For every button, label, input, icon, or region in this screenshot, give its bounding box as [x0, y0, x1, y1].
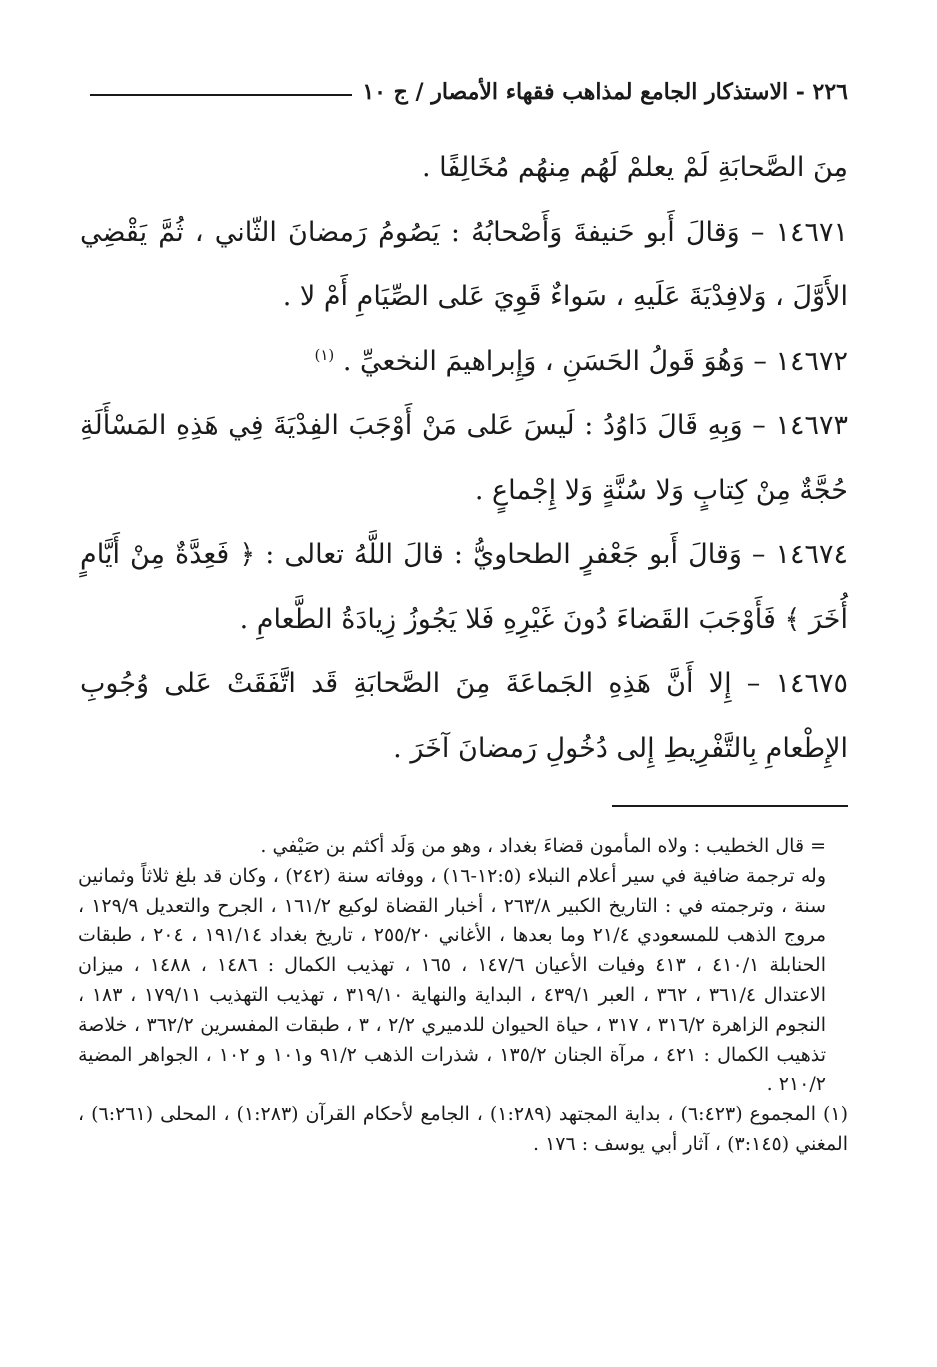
- footnote-separator: [612, 805, 848, 807]
- paragraph-number: ١٤٦٧٥: [775, 668, 849, 699]
- header-title: ٢٢٦ - الاستذكار الجامع لمذاهب فقهاء الأمصار / ج ١٠: [362, 79, 848, 105]
- paragraph-continuation: [80, 136, 848, 201]
- footnotes: [78, 832, 848, 1160]
- footnote-continuation: = قال الخطيب : ولاه المأمون قضاءَ بغداد ، وهو من وَلَد أكثم بن صَيْفي .: [260, 835, 826, 857]
- paragraph-text: مِنَ الصَّحابَةِ لَمْ يعلمْ لَهُم مِنهُم مُخَالِفًا .: [421, 152, 848, 183]
- paragraph-number: ١٤٦٧١: [775, 216, 848, 248]
- footnote-1: (١) المجموع (٦:٤٢٣) ، بداية المجتهد (١:٢٨٩) ، الجامع لأحكام القرآن (١:٢٨٣) ، المحلى (٦:٢٦١) ، المغني (٣:١٤٥) ، آثار أبي يوسف : ١٧٦ .: [78, 1103, 848, 1155]
- paragraph-14673: ١٤٦٧٣ – وَبِهِ قَالَ دَاوُدُ : لَيسَ عَلى مَنْ أَوْجَبَ الفِدْيَةَ فِي هَذِهِ المَسْأَلَةِ حُجَّةٌ مِنْ كِتابٍ وَلا سُنَّةٍ وَلا إِجْماعٍ .: [80, 410, 848, 506]
- paragraph-14671: ١٤٦٧١ – وَقالَ أَبو حَنيفةَ وَأَصْحابُهُ : يَصُومُ رَمضانَ الثّاني ، ثُمَّ يَقْضِي الأَوَّلَ ، وَلافِدْيَةَ عَلَيهِ ، سَواءٌ قَوِيَ عَلى الصِّيَامِ أَمْ لا .: [80, 216, 848, 312]
- footnote-marker: (١): [314, 345, 335, 364]
- running-header: [90, 72, 848, 112]
- header-rule: [90, 94, 352, 96]
- paragraph-number: ١٤٦٧٣: [775, 410, 848, 441]
- paragraph-text: إِلا أَنَّ هَذِهِ الجَماعَةَ مِنَ الصَّحابَةِ قَد اتَّفَقَتْ عَلى وُجُوبِ الإِطْعامِ بِالتَّفْرِيطِ إِلى دُخُولِ رَمضانَ آخَرَ .: [80, 668, 848, 764]
- paragraph-number: ١٤٦٧٤: [775, 539, 848, 570]
- main-text: [80, 136, 848, 781]
- paragraph-text: وَقالَ أَبو حَنيفةَ وَأَصْحابُهُ : يَصُومُ رَمضانَ الثّاني ، ثُمَّ يَقْضِي الأَوَّلَ ، وَلافِدْيَةَ عَلَيهِ ، سَواءٌ قَوِيَ عَلى الصِّيَامِ أَمْ لا .: [80, 216, 848, 312]
- paragraph-text: وَبِهِ قَالَ دَاوُدُ : لَيسَ عَلى مَنْ أَوْجَبَ الفِدْيَةَ فِي هَذِهِ المَسْأَلَةِ حُجَّةٌ مِنْ كِتابٍ وَلا سُنَّةٍ وَلا إِجْماعٍ .: [80, 410, 848, 506]
- paragraph-text: وَهُوَ قَولُ الحَسَنِ ، وَإِبراهيمَ النخعيِّ .: [342, 345, 745, 377]
- paragraph-number: ١٤٦٧٢: [775, 345, 848, 377]
- paragraph-14674: ١٤٦٧٤ – وَقالَ أَبو جَعْفرٍ الطحاويُّ : قالَ اللَّهُ تعالى : ﴿ فَعِدَّةٌ مِنْ أَيَّامٍ أُخَرَ ﴾ فَأَوْجَبَ القَضاءَ دُونَ غَيْرِهِ فَلا يَجُوزُ زِيادَةُ الطَّعامِ .: [80, 539, 848, 635]
- paragraph-text: وَقالَ أَبو جَعْفرٍ الطحاويُّ : قالَ اللَّهُ تعالى : ﴿ فَعِدَّةٌ مِنْ أَيَّامٍ أُخَرَ ﴾ فَأَوْجَبَ القَضاءَ دُونَ غَيْرِهِ فَلا يَجُوزُ زِيادَةُ الطَّعامِ .: [80, 539, 848, 635]
- paragraph-14672: ١٤٦٧٢ – وَهُوَ قَولُ الحَسَنِ ، وَإِبراهيمَ النخعيِّ . $^{(١)}$: [314, 345, 848, 377]
- paragraph-14675: ١٤٦٧٥ – إِلا أَنَّ هَذِهِ الجَماعَةَ مِنَ الصَّحابَةِ قَد اتَّفَقَتْ عَلى وُجُوبِ الإِطْعامِ بِالتَّفْرِيطِ إِلى دُخُولِ رَمضانَ آخَرَ .: [80, 668, 849, 764]
- footnote-biography: وله ترجمة ضافية في سير أعلام النبلاء (١٢:٥-١٦) ، ووفاته سنة (٢٤٢) ، وكان قد بلغ ثلاثاً وثمانين سنة ، وترجمته في : التاريخ الكبير ٢٦٣/٨ ، أخبار القضاة لوكيع ١٦١/٢ ، الجرح والتعديل ١٢٩/٩ ، مروج الذهب للمسعودي ٢١/٤ وما بعدها ، الأغاني ٢٥٥/٢٠ ، تاريخ بغداد ١٩١/١٤ ، ٢٠٤ ، طبقات الحنابلة ٤١٠/١ ، ٤١٣ وفيات الأعيان ١٤٧/٦ ، ١٦٥ ، تهذيب الكمال : ١٤٨٦ ، ١٤٨٨ ، ميزان الاعتدال ٣٦١/٤ ، ٣٦٢ ، العبر ٤٣٩/١ ، البداية والنهاية ٣١٩/١٠ ، تهذيب التهذيب ١٧٩/١١ ، ١٨٣ ، النجوم الزاهرة ٣١٦/٢ ، ٣١٧ ، حياة الحيوان للدميري ٢/٢ ، ٣ ، طبقات المفسرين ٣٦٢/٢ ، خلاصة تذهيب الكمال : ٤٢١ ، مرآة الجنان ١٣٥/٢ ، شذرات الذهب ٩١/٢ و١٠١ و ١٠٢ ، الجواهر المضية ٢١٠/٢ .: [78, 864, 827, 1096]
